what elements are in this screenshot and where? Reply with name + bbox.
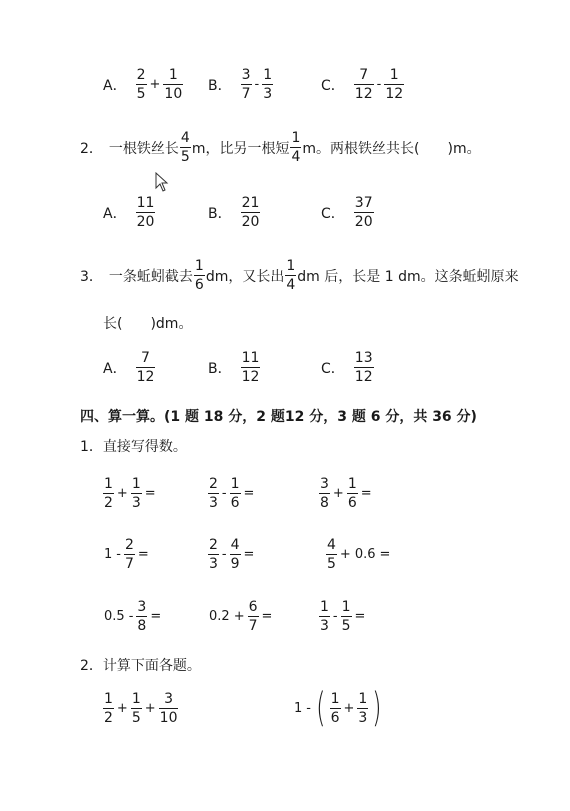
- denominator: 9: [230, 556, 240, 572]
- numerator: 11: [241, 350, 260, 366]
- number: 1: [104, 547, 113, 562]
- numerator: 6: [248, 599, 258, 615]
- operator: -: [254, 77, 260, 92]
- numerator: 7: [359, 67, 369, 83]
- fraction: [384, 67, 404, 102]
- number: 1: [294, 700, 303, 716]
- numerator: 21: [241, 195, 260, 211]
- option-letter: C．: [321, 77, 345, 94]
- right-paren: ): [372, 685, 382, 731]
- q2-option-b: [208, 195, 261, 230]
- fraction: [241, 67, 252, 102]
- fraction: [131, 476, 142, 511]
- direct-calc-item: [102, 476, 158, 511]
- option-fraction: [136, 195, 156, 230]
- option-fraction: [241, 195, 261, 230]
- denominator: 10: [164, 86, 183, 102]
- denominator: 6: [330, 709, 340, 726]
- numerator: 13: [354, 350, 373, 366]
- direct-calc-item: [102, 537, 151, 572]
- denominator: 2: [104, 495, 113, 511]
- option-letter: C．: [321, 205, 345, 222]
- option-letter: B．: [208, 360, 232, 377]
- denominator: 20: [354, 214, 373, 230]
- option-letter: C．: [321, 360, 345, 377]
- numerator: 3: [320, 476, 329, 492]
- denominator: 12: [241, 369, 260, 385]
- option-letter: A．: [103, 77, 127, 94]
- section-4-sub-1: 1．直接写得数。: [80, 439, 187, 455]
- fraction: [131, 691, 142, 726]
- denominator: 2: [104, 710, 113, 726]
- q1-option-b: [208, 67, 274, 102]
- denominator: 5: [180, 149, 190, 165]
- section-4-sub-2: 2．计算下面各题。: [80, 658, 201, 674]
- q2-option-c: [321, 195, 375, 230]
- denominator: 12: [385, 86, 404, 102]
- q3-number: 3．: [80, 268, 103, 285]
- q3-line-2: 长( )dm。: [103, 316, 193, 332]
- operator: =: [379, 547, 391, 562]
- operator: =: [144, 486, 156, 501]
- q3-text-1: 一条蚯蚓截去: [108, 268, 193, 285]
- fraction: [319, 476, 330, 511]
- option-letter: B．: [208, 77, 232, 94]
- denominator: 4: [291, 149, 301, 165]
- option-letter: A．: [103, 205, 127, 222]
- option-fraction: [241, 350, 261, 385]
- numerator: 1: [104, 476, 113, 492]
- denominator: 3: [358, 709, 368, 726]
- numerator: 1: [230, 476, 240, 492]
- operator: +: [339, 547, 351, 562]
- fraction: [230, 476, 241, 511]
- section-4-title: 四、算一算。(1 题 18 分，2 题12 分，3 题 6 分，共 36 分): [80, 409, 477, 425]
- option-fraction: [354, 195, 374, 230]
- q2-stem: [80, 130, 481, 165]
- fraction: [341, 599, 352, 634]
- denominator: 10: [159, 710, 178, 726]
- calc-item-1: [102, 691, 179, 726]
- numerator: 4: [180, 130, 190, 146]
- q2-fraction-1: [180, 130, 191, 165]
- operator: =: [360, 486, 372, 501]
- q3-fraction-2: [285, 258, 296, 293]
- denominator: 4: [286, 277, 296, 293]
- operator: +: [144, 701, 156, 716]
- fraction: [103, 691, 114, 726]
- q2-text-1: 一根铁丝长: [108, 140, 179, 157]
- numerator: 1: [291, 130, 301, 146]
- operator: +: [149, 77, 161, 92]
- numerator: 37: [354, 195, 373, 211]
- denominator: 20: [136, 214, 155, 230]
- fraction: [136, 67, 147, 102]
- fraction: [103, 476, 114, 511]
- denominator: 5: [327, 556, 336, 572]
- fraction: [326, 537, 337, 572]
- fraction: [163, 67, 183, 102]
- fraction: [230, 537, 241, 572]
- q1-option-a: [103, 67, 184, 102]
- denominator: 3: [131, 495, 141, 511]
- denominator: 3: [209, 556, 218, 572]
- numerator: 3: [241, 67, 251, 83]
- direct-calc-item: [207, 599, 274, 634]
- number: 0.5: [104, 609, 125, 624]
- numerator: 1: [194, 258, 204, 274]
- fraction: [248, 599, 259, 634]
- calc-item-2: [292, 685, 385, 731]
- numerator: 1: [263, 67, 273, 83]
- numerator: 2: [124, 537, 134, 553]
- operator: +: [343, 700, 355, 716]
- operator: =: [261, 609, 273, 624]
- numerator: 7: [141, 350, 150, 366]
- numerator: 1: [330, 690, 340, 707]
- denominator: 8: [320, 495, 329, 511]
- operator: -: [306, 700, 311, 716]
- direct-calc-item: [207, 537, 256, 572]
- denominator: 5: [341, 618, 351, 634]
- numerator: 1: [131, 476, 141, 492]
- left-paren: (: [316, 685, 326, 731]
- fraction: [319, 599, 330, 634]
- q3-text-2: dm，又长出: [205, 268, 285, 285]
- fraction: [354, 67, 374, 102]
- numerator: 1: [168, 67, 178, 83]
- number: 0.2: [209, 609, 230, 624]
- q2-fraction-2: [290, 130, 301, 165]
- numerator: 1: [286, 258, 296, 274]
- q3-option-a: [103, 350, 156, 385]
- numerator: 2: [209, 476, 218, 492]
- numerator: 2: [209, 537, 218, 553]
- operator: =: [354, 609, 366, 624]
- fraction: [159, 691, 179, 726]
- denominator: 7: [241, 86, 251, 102]
- q3-option-b: [208, 350, 261, 385]
- denominator: 7: [248, 618, 258, 634]
- operator: -: [221, 547, 227, 562]
- numerator: 4: [230, 537, 240, 553]
- numerator: 1: [131, 691, 141, 707]
- fraction: [208, 537, 219, 572]
- direct-calc-item: [325, 537, 392, 572]
- operator: -: [332, 609, 338, 624]
- direct-calc-item: [318, 599, 367, 634]
- operator: -: [128, 609, 134, 624]
- q2-number: 2．: [80, 140, 103, 157]
- numerator: 3: [164, 691, 174, 707]
- denominator: 7: [124, 556, 134, 572]
- numerator: 2: [136, 67, 146, 83]
- denominator: 12: [354, 369, 373, 385]
- number: 0.6: [354, 547, 376, 562]
- denominator: 8: [137, 618, 147, 634]
- q1-option-c: [321, 67, 405, 102]
- operator: -: [221, 486, 227, 501]
- mouse-cursor-icon: [155, 172, 169, 196]
- operator: +: [332, 486, 344, 501]
- q3-option-c: [321, 350, 375, 385]
- denominator: 3: [320, 618, 329, 634]
- option-fraction: [354, 350, 374, 385]
- operator: -: [376, 77, 382, 92]
- denominator: 12: [136, 369, 155, 385]
- denominator: 5: [131, 710, 141, 726]
- operator: +: [116, 486, 128, 501]
- numerator: 1: [341, 599, 351, 615]
- numerator: 3: [137, 599, 147, 615]
- q2-option-a: [103, 195, 156, 230]
- operator: -: [116, 547, 121, 562]
- q3-text-3: dm 后，长是 1 dm。这条蚯蚓原来: [297, 268, 519, 285]
- operator: +: [233, 609, 245, 624]
- option-letter: A．: [103, 360, 127, 377]
- numerator: 1: [104, 691, 113, 707]
- denominator: 12: [354, 86, 373, 102]
- operator: =: [243, 486, 255, 501]
- q3-stem: [80, 258, 519, 293]
- direct-calc-item: [318, 476, 374, 511]
- denominator: 20: [241, 214, 260, 230]
- numerator: 1: [358, 690, 368, 707]
- denominator: 6: [194, 277, 204, 293]
- fraction: [357, 691, 368, 726]
- fraction: [124, 537, 135, 572]
- denominator: 3: [209, 495, 218, 511]
- denominator: 5: [136, 86, 146, 102]
- numerator: 11: [136, 195, 155, 211]
- direct-calc-item: [102, 599, 163, 634]
- numerator: 1: [389, 67, 399, 83]
- operator: =: [137, 547, 149, 562]
- operator: =: [243, 547, 255, 562]
- q2-text-3: m。两根铁丝共长( )m。: [302, 140, 481, 157]
- fraction: [330, 691, 341, 726]
- option-fraction: [136, 350, 156, 385]
- q2-text-2: m，比另一根短: [191, 140, 290, 157]
- denominator: 3: [263, 86, 273, 102]
- fraction: [347, 476, 358, 511]
- direct-calc-item: [207, 476, 256, 511]
- numerator: 1: [347, 476, 357, 492]
- fraction: [208, 476, 219, 511]
- option-letter: B．: [208, 205, 232, 222]
- fraction: [136, 599, 147, 634]
- denominator: 6: [347, 495, 357, 511]
- operator: =: [150, 609, 162, 624]
- fraction: [262, 67, 273, 102]
- operator: +: [116, 701, 128, 716]
- denominator: 6: [230, 495, 240, 511]
- numerator: 4: [327, 537, 336, 553]
- q3-fraction-1: [194, 258, 205, 293]
- numerator: 1: [320, 599, 329, 615]
